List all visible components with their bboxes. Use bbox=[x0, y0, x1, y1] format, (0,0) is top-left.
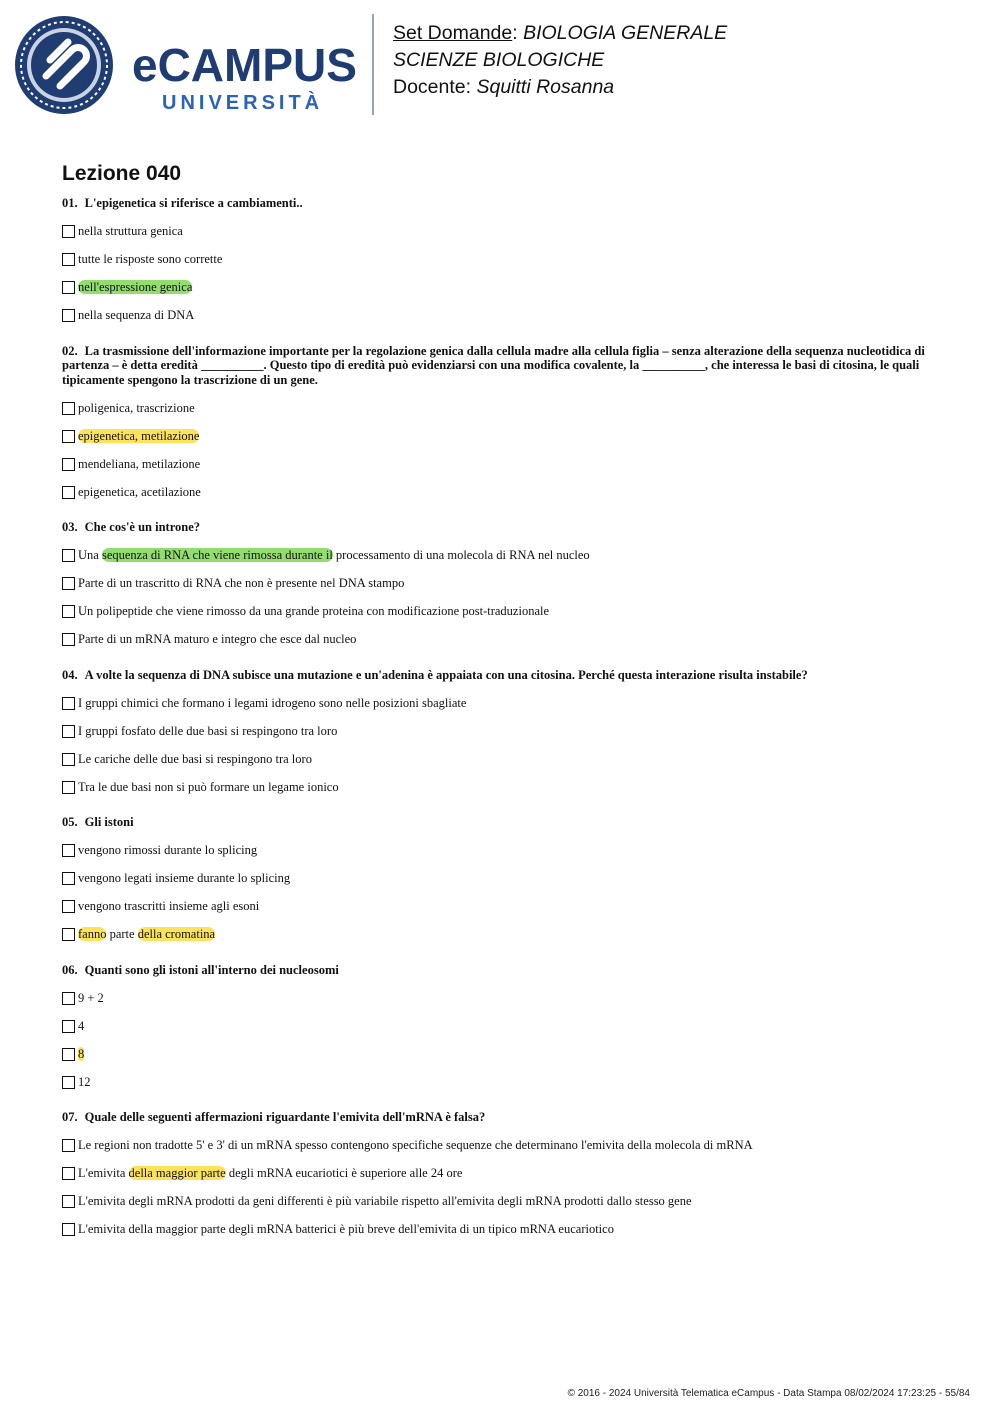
answer-text: Le regioni non tradotte 5' e 3' di un mRNA spesso contengono specifiche sequenze che determinano l'emivita della molecola di mRNA bbox=[78, 1138, 753, 1152]
question-body: La trasmissione dell'informazione importante per la regolazione genica dalla cellula madre alla cellula figlia – senza alterazione della sequenza nucleotidica di partenza – è detta eredità __________. Questo tipo di eredità può evidenziarsi con una modifica covalente, la __________, che interessa le basi di citosina, le quali tipicamente spengono la trascrizione di un gene. bbox=[62, 343, 925, 387]
question-number: 02. bbox=[62, 343, 78, 358]
answer-checkbox[interactable] bbox=[62, 633, 75, 646]
highlight-green: nell'espressione genica bbox=[78, 280, 193, 294]
answer-option[interactable] bbox=[62, 837, 942, 865]
set-line: Set Domande: BIOLOGIA GENERALE bbox=[393, 22, 728, 44]
answer-option[interactable] bbox=[62, 717, 942, 745]
answer-label bbox=[78, 871, 290, 886]
answer-label bbox=[78, 724, 337, 739]
answer-text: L'emivita della maggior parte degli mRNA batterici è più breve dell'emivita di un tipico mRNA eucariotico bbox=[78, 1222, 614, 1236]
answer-checkbox[interactable] bbox=[62, 486, 75, 499]
answer-option[interactable] bbox=[62, 394, 942, 422]
question bbox=[62, 815, 942, 949]
answer-label bbox=[78, 899, 259, 914]
question-number: 01. bbox=[62, 196, 78, 210]
set-label: Set Domande bbox=[393, 22, 513, 44]
answer-option[interactable] bbox=[62, 1132, 942, 1160]
highlight-yellow: fanno bbox=[78, 927, 107, 941]
answer-checkbox[interactable] bbox=[62, 402, 75, 415]
answer-option[interactable] bbox=[62, 598, 942, 626]
answer-option[interactable] bbox=[62, 745, 942, 773]
question-text bbox=[62, 520, 942, 535]
question bbox=[62, 668, 942, 802]
answer-option[interactable] bbox=[62, 689, 942, 717]
answer-checkbox[interactable] bbox=[62, 1020, 75, 1033]
answer-text: 9 + 2 bbox=[78, 990, 104, 1005]
answer-label bbox=[78, 401, 195, 416]
answer-checkbox[interactable] bbox=[62, 281, 75, 294]
logo-subtitle: UNIVERSITÀ bbox=[162, 92, 324, 114]
answer-label bbox=[78, 1138, 753, 1153]
answer-label bbox=[78, 1019, 84, 1034]
answer-checkbox[interactable] bbox=[62, 1048, 75, 1061]
question-body: L'epigenetica si riferisce a cambiamenti.. bbox=[84, 196, 303, 210]
answer-text: vengono trascritti insieme agli esoni bbox=[78, 899, 260, 913]
question-text bbox=[62, 344, 942, 388]
answer-checkbox[interactable] bbox=[62, 1076, 75, 1089]
answer-text: L'emivita degli mRNA prodotti da geni differenti è più variabile rispetto all'emivita degli mRNA prodotti dallo stesso gene bbox=[78, 1194, 692, 1208]
answer-option[interactable] bbox=[62, 246, 942, 274]
answer-label bbox=[78, 457, 200, 472]
teacher-label: Docente: bbox=[393, 76, 472, 98]
answer-text: Parte di un mRNA maturo e integro che esce dal nucleo bbox=[78, 632, 357, 646]
answer-option[interactable] bbox=[62, 570, 942, 598]
answer-label bbox=[78, 576, 404, 591]
answer-checkbox[interactable] bbox=[62, 1167, 75, 1180]
answer-text: 4 bbox=[78, 1018, 85, 1033]
answer-checkbox[interactable] bbox=[62, 697, 75, 710]
answer-option[interactable] bbox=[62, 1040, 942, 1068]
answer-text: degli mRNA eucariotici è superiore alle 24 ore bbox=[225, 1166, 463, 1180]
answer-label bbox=[78, 308, 194, 323]
answer-option[interactable] bbox=[62, 1216, 942, 1244]
answer-text: Un polipeptide che viene rimosso da una grande proteina con modificazione post-traduzionale bbox=[78, 604, 550, 618]
answer-text: 12 bbox=[78, 1074, 91, 1089]
answer-label bbox=[78, 1047, 84, 1062]
answer-option[interactable] bbox=[62, 478, 942, 506]
answer-checkbox[interactable] bbox=[62, 900, 75, 913]
answer-text: I gruppi fosfato delle due basi si respingono tra loro bbox=[78, 723, 338, 738]
answer-checkbox[interactable] bbox=[62, 781, 75, 794]
answer-text: Tra le due basi non si può formare un legame ionico bbox=[78, 779, 339, 794]
answer-text: mendeliana, metilazione bbox=[78, 456, 201, 471]
answer-option[interactable] bbox=[62, 865, 942, 893]
answer-checkbox[interactable] bbox=[62, 1195, 75, 1208]
teacher-name: Squitti Rosanna bbox=[476, 76, 615, 98]
answer-option[interactable] bbox=[62, 450, 942, 478]
answer-option[interactable] bbox=[62, 542, 942, 570]
course-name: SCIENZE BIOLOGICHE bbox=[393, 49, 605, 71]
answer-label bbox=[78, 548, 590, 563]
answer-label bbox=[78, 280, 192, 295]
answer-option[interactable] bbox=[62, 1188, 942, 1216]
answer-checkbox[interactable] bbox=[62, 1139, 75, 1152]
question bbox=[62, 1110, 942, 1244]
answer-checkbox[interactable] bbox=[62, 928, 75, 941]
header-divider bbox=[372, 14, 374, 115]
answer-text: Le cariche delle due basi si respingono tra loro bbox=[78, 751, 312, 766]
question-number: 04. bbox=[62, 667, 78, 682]
question-text bbox=[62, 815, 942, 830]
answer-label bbox=[78, 632, 356, 647]
answer-text: poligenica, trascrizione bbox=[78, 400, 195, 415]
answer-label bbox=[78, 1194, 692, 1209]
answer-text: Una bbox=[78, 548, 102, 562]
answer-checkbox[interactable] bbox=[62, 753, 75, 766]
answer-label bbox=[78, 429, 199, 444]
page-header bbox=[0, 0, 1000, 130]
question-text bbox=[62, 668, 942, 683]
answer-option[interactable] bbox=[62, 626, 942, 654]
question-number: 03. bbox=[62, 520, 78, 534]
answer-label bbox=[78, 1222, 614, 1237]
question-number: 05. bbox=[62, 815, 78, 829]
set-value: BIOLOGIA GENERALE bbox=[523, 22, 728, 44]
answer-option[interactable] bbox=[62, 921, 942, 949]
answer-checkbox[interactable] bbox=[62, 430, 75, 443]
answer-checkbox[interactable] bbox=[62, 992, 75, 1005]
answer-option[interactable] bbox=[62, 1160, 942, 1188]
lesson-title: Lezione 040 bbox=[62, 162, 182, 185]
answer-label bbox=[78, 224, 183, 239]
question-body: Gli istoni bbox=[84, 815, 134, 829]
teacher-line bbox=[393, 74, 727, 101]
answer-checkbox[interactable] bbox=[62, 458, 75, 471]
question bbox=[62, 344, 942, 507]
highlight-yellow: 8 bbox=[78, 1046, 85, 1061]
answer-label bbox=[78, 604, 549, 619]
question bbox=[62, 520, 942, 654]
highlight-yellow: epigenetica, metilazione bbox=[78, 428, 200, 443]
answer-text: parte bbox=[106, 927, 138, 941]
question-body: Quanti sono gli istoni all'interno dei nucleosomi bbox=[84, 962, 339, 977]
answer-option[interactable] bbox=[62, 274, 942, 302]
question-body: A volte la sequenza di DNA subisce una mutazione e un'adenina è appaiata con una citosina. Perché questa interazione risulta instabile? bbox=[84, 667, 808, 682]
question-body: Che cos'è un introne? bbox=[84, 520, 201, 534]
answer-label bbox=[78, 843, 257, 858]
answer-option[interactable] bbox=[62, 984, 942, 1012]
answer-text: nella sequenza di DNA bbox=[78, 308, 195, 322]
answer-option[interactable] bbox=[62, 893, 942, 921]
answer-checkbox[interactable] bbox=[62, 605, 75, 618]
answer-text: Parte di un trascritto di RNA che non è presente nel DNA stampo bbox=[78, 576, 405, 590]
answer-text: processamento di una molecola di RNA nel nucleo bbox=[332, 548, 590, 562]
answer-checkbox[interactable] bbox=[62, 309, 75, 322]
question-number: 07. bbox=[62, 1110, 78, 1124]
answer-label bbox=[78, 252, 222, 267]
question-body: Quale delle seguenti affermazioni riguardante l'emivita dell'mRNA è falsa? bbox=[84, 1110, 486, 1124]
question-text bbox=[62, 1110, 942, 1125]
answer-option[interactable] bbox=[62, 218, 942, 246]
answer-text: I gruppi chimici che formano i legami idrogeno sono nelle posizioni sbagliate bbox=[78, 695, 467, 710]
answer-text: L'emivita bbox=[78, 1166, 129, 1180]
answer-text: vengono rimossi durante lo splicing bbox=[78, 843, 258, 857]
page-footer: © 2016 - 2024 Università Telematica eCampus - Data Stampa 08/02/2024 17:23:25 - 55/84 bbox=[567, 1388, 970, 1399]
answer-checkbox[interactable] bbox=[62, 1223, 75, 1236]
answer-checkbox[interactable] bbox=[62, 225, 75, 238]
header-info bbox=[393, 20, 727, 101]
answer-checkbox[interactable] bbox=[62, 577, 75, 590]
answer-option[interactable] bbox=[62, 773, 942, 801]
question-number: 06. bbox=[62, 962, 78, 977]
answer-checkbox[interactable] bbox=[62, 549, 75, 562]
answer-label bbox=[78, 696, 466, 711]
answer-label bbox=[78, 485, 201, 500]
question bbox=[62, 196, 942, 330]
highlight-yellow: della cromatina bbox=[137, 927, 216, 941]
answer-text: vengono legati insieme durante lo splicing bbox=[78, 871, 291, 885]
answer-option[interactable] bbox=[62, 1068, 942, 1096]
answer-label bbox=[78, 991, 104, 1006]
question-text bbox=[62, 963, 942, 978]
answer-text: epigenetica, acetilazione bbox=[78, 484, 201, 499]
answer-text: tutte le risposte sono corrette bbox=[78, 252, 223, 266]
answer-text: nella struttura genica bbox=[78, 224, 183, 238]
answer-option[interactable] bbox=[62, 1012, 942, 1040]
highlight-green: sequenza di RNA che viene rimossa durante il bbox=[101, 548, 333, 562]
answer-label bbox=[78, 1166, 462, 1181]
answer-checkbox[interactable] bbox=[62, 872, 75, 885]
answer-checkbox[interactable] bbox=[62, 253, 75, 266]
ecampus-logo bbox=[14, 14, 359, 116]
question-text bbox=[62, 196, 942, 211]
answer-option[interactable] bbox=[62, 302, 942, 330]
answer-checkbox[interactable] bbox=[62, 844, 75, 857]
answer-label bbox=[78, 780, 339, 795]
highlight-yellow: della maggior parte bbox=[128, 1166, 226, 1180]
answer-label bbox=[78, 1075, 91, 1090]
logo-wordmark: eCAMPUS bbox=[132, 39, 357, 91]
question-list bbox=[62, 196, 942, 1258]
answer-label bbox=[78, 927, 215, 942]
question bbox=[62, 963, 942, 1097]
answer-option[interactable] bbox=[62, 422, 942, 450]
answer-checkbox[interactable] bbox=[62, 725, 75, 738]
answer-label bbox=[78, 752, 312, 767]
